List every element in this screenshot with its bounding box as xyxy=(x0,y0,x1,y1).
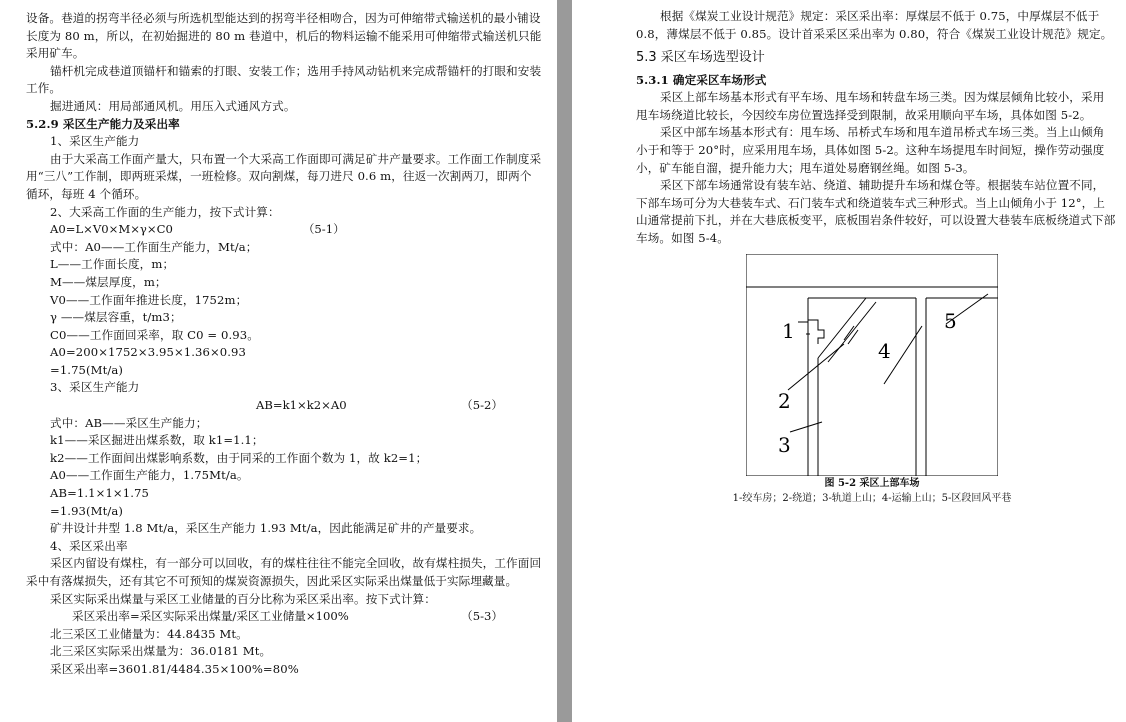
paragraph: 采区中部车场基本形式有：甩车场、吊桥式车场和甩车道吊桥式车场三类。当上山倾角小于和等于 20°时，应采用甩车场，具体如图 5-2。这种车场提甩车时间短，操作劳动强度小，矿车能自溜，提升能力大；甩车道处易磨钢丝绳。如图 5-3。 xyxy=(636,125,1105,175)
variable-definition: L——工作面长度，m； xyxy=(50,257,175,272)
winch-room xyxy=(808,320,824,344)
equation-5-1 xyxy=(26,221,543,239)
section-heading: 5.3 采区车场选型设计 xyxy=(636,50,765,66)
paragraph: 采区内留设有煤柱，有一部分可以回收，有的煤柱往往不能完全回收，故有煤柱损失，工作面回采中有落煤损失，还有其它不可预知的煤炭资源损失，因此采区实际采出煤量低于实际埋藏量。 xyxy=(26,556,542,588)
calculation-line: =1.75(Mt/a) xyxy=(50,362,124,377)
variable-definition: C0——工作面回采率，取 C0 = 0.93。 xyxy=(50,327,259,342)
paragraph: 掘进通风：用局部通风机。用压入式通风方式。 xyxy=(50,98,296,113)
subsection-label: 4、采区采出率 xyxy=(50,538,128,553)
variable-definition: γ ——煤层容重，t/m3； xyxy=(50,310,182,325)
bypass-line xyxy=(828,302,876,362)
section-heading: 5.2.9 采区生产能力及采出率 xyxy=(26,116,180,131)
result-line: 北三采区实际采出煤量为：36.0181 Mt。 xyxy=(50,644,272,659)
subsection-label: 2、大采高工作面的生产能力，按下式计算： xyxy=(50,204,280,219)
calculation-line: A0=200×1752×3.95×1.36×0.93 xyxy=(50,345,246,360)
leader-2 xyxy=(788,344,844,390)
equation-5-2 xyxy=(26,397,543,415)
variable-definition: 式中：A0——工作面生产能力，Mt/a； xyxy=(50,239,258,254)
paragraph: 矿井设计井型 1.8 Mt/a，采区生产能力 1.93 Mt/a，因此能满足矿井的产量要求。 xyxy=(50,521,482,536)
equation-text: A0=L×V0×M×γ×C0 xyxy=(50,222,173,237)
upper-yard-diagram xyxy=(746,254,998,476)
variable-definition: V0——工作面年推进长度，1752m； xyxy=(50,292,248,307)
leader-3 xyxy=(790,422,822,432)
equation-number: （5-2） xyxy=(461,398,503,413)
figure-legend: 1-绞车房；2-绕道；3-轨道上山；4-运输上山；5-区段回风平巷 xyxy=(732,492,1012,504)
figure-caption: 图 5-2 采区上部车场 xyxy=(824,477,920,489)
variable-definition: M——煤层厚度，m； xyxy=(50,274,167,289)
subsection-label: 1、采区生产能力 xyxy=(50,134,140,149)
variable-definition: k1——采区掘进出煤系数，取 k1=1.1； xyxy=(50,433,264,448)
page-left xyxy=(0,0,557,722)
page-gap xyxy=(557,0,572,722)
subsection-heading: 5.3.1 确定采区车场形式 xyxy=(636,73,767,88)
variable-definition: A0——工作面生产能力，1.75Mt/a。 xyxy=(50,468,249,483)
equation-text: AB=k1×k2×A0 xyxy=(256,398,347,413)
figure-5-2 xyxy=(746,254,998,476)
calculation-line: AB=1.1×1×1.75 xyxy=(50,486,149,501)
result-line: 采区采出率=3601.81/4484.35×100%=80% xyxy=(50,661,299,676)
variable-definition: 式中：AB——采区生产能力； xyxy=(50,415,208,430)
paragraph: 根据《煤炭工业设计规范》规定：采区采出率：厚煤层不低于 0.75，中厚煤层不低于 0.8，薄煤层不低于 0.85。设计首采采区采出率为 0.80，符合《煤炭工业设计规范》规定。 xyxy=(636,9,1113,41)
figure-label-4: 4 xyxy=(878,338,891,363)
equation-text: 采区采出率=采区实际采出煤量/采区工业储量×100% xyxy=(72,609,349,624)
paragraph: 采区实际采出煤量与采区工业储量的百分比称为采区采出率。按下式计算： xyxy=(50,591,436,606)
figure-label-2: 2 xyxy=(778,388,791,413)
calculation-line: =1.93(Mt/a) xyxy=(50,503,124,518)
variable-definition: k2——工作面间出煤影响系数，由于同采的工作面个数为 1，故 k2=1； xyxy=(50,450,428,465)
subsection-label: 3、采区生产能力 xyxy=(50,380,140,395)
paragraph: 采区上部车场基本形式有平车场、甩车场和转盘车场三类。因为煤层倾角比较小，采用甩车场绕道比较长，今因绞车房位置选择受到限制，故采用顺向平车场，具体如图 5-2。 xyxy=(636,90,1105,122)
bypass-line xyxy=(818,298,866,358)
equation-number: （5-1） xyxy=(302,222,345,237)
paragraph: 由于大采高工作面产量大，只布置一个大采高工作面即可满足矿井产量要求。工作面工作制度采用“三八”工作制，即两班采煤，一班检修。双向割煤，每刀进尺 0.6 m，往返一次割两刀，即两个循环，每班 4 个循环。 xyxy=(26,151,542,201)
paragraph: 采区下部车场通常设有装车站、绕道、辅助提升车场和煤仓等。根据装车站位置不同，下部车场可分为大巷装车式、石门装车式和绕道装车式三种形式。当上山倾角小于 12°，上山通常提前下扎，并在大巷底板变平，底板围岩条件较好，可以设置大巷装车底板绕道式下部车场。如图 5-4。 xyxy=(636,178,1116,245)
paragraph: 锚杆机完成巷道顶锚杆和锚索的打眼、安装工作；选用手持风动钻机来完成帮锚杆的打眼和安装工作。 xyxy=(26,63,542,96)
result-line: 北三采区工业储量为：44.8435 Mt。 xyxy=(50,626,248,641)
figure-label-3: 3 xyxy=(778,432,791,457)
page-right xyxy=(572,0,1126,722)
equation-number: （5-3） xyxy=(461,609,503,624)
figure-label-1: 1 xyxy=(782,318,795,343)
paragraph: 设备。巷道的拐弯半径必须与所选机型能达到的拐弯半径相吻合，因为可伸缩带式输送机的最小铺设长度为 80 m，所以，在初始掘进的 80 m 巷道中，机后的物料运输不能采用可伸缩带式输送机只能采用矿车。 xyxy=(26,11,542,61)
figure-label-5: 5 xyxy=(944,308,957,333)
equation-5-3 xyxy=(26,608,543,626)
